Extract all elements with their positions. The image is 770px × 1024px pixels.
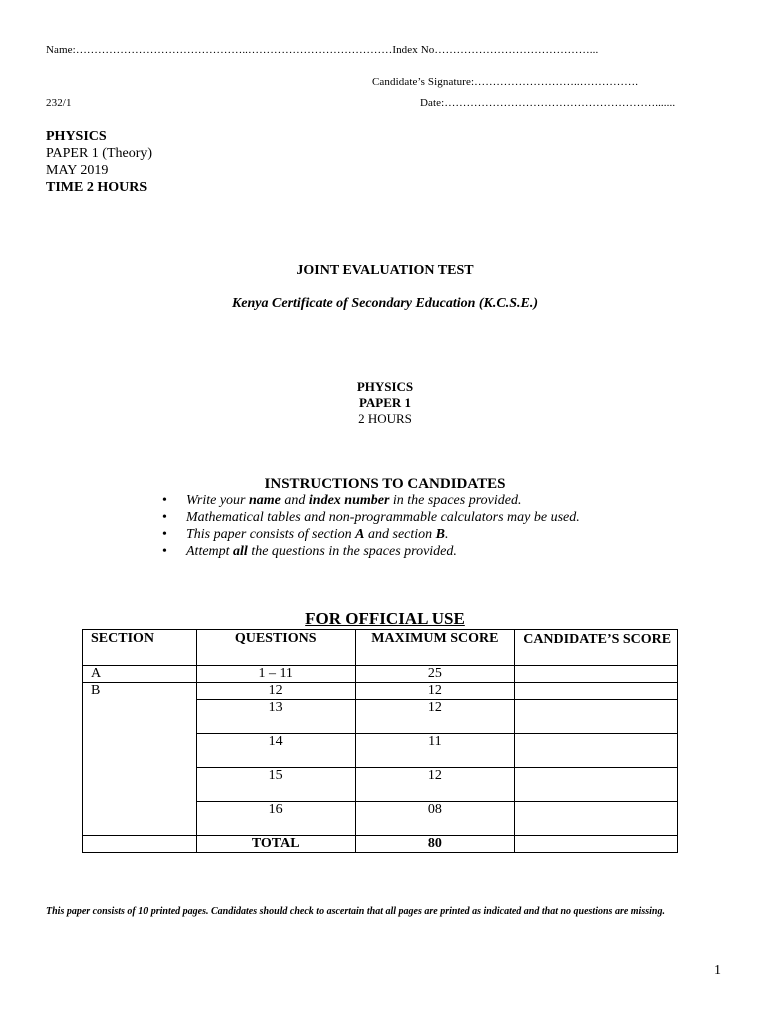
questions-cell: 16 [196, 802, 355, 836]
instruction-text: . [445, 527, 449, 542]
page-number: 1 [714, 963, 721, 978]
paper-code: 232/1 [46, 97, 72, 109]
candidate-signature-line: Candidate’s Signature:………………………..……………. [372, 76, 639, 88]
table-row [83, 666, 678, 683]
instruction-text: in the spaces provided. [389, 493, 522, 508]
instruction-text: Write your [186, 493, 249, 508]
exam-subtitle: Kenya Certificate of Secondary Education (K.C.S.E.) [231, 296, 539, 311]
candidate-score-cell[interactable] [515, 683, 678, 700]
instructions-list [160, 492, 580, 560]
subject-block [46, 128, 152, 196]
questions-cell: 14 [196, 734, 355, 768]
instruction-text: and [280, 493, 309, 508]
instruction-emphasis: B [435, 527, 446, 542]
max-score-cell: 08 [355, 802, 515, 836]
instruction-item [160, 492, 580, 509]
instructions-heading: INSTRUCTIONS TO CANDIDATES [264, 476, 506, 492]
bullet-icon: • [162, 493, 167, 508]
instruction-emphasis: index number [308, 493, 390, 508]
max-score-cell: 11 [355, 734, 515, 768]
subject-title: PHYSICS [46, 129, 107, 144]
paper-title: PAPER 1 (Theory) [46, 146, 153, 161]
center-subject-block [0, 379, 770, 427]
instruction-text: and section [364, 527, 436, 542]
center-hours: 2 HOURS [358, 411, 412, 426]
instruction-emphasis: all [233, 544, 248, 559]
column-header-candidate-score: CANDIDATE’S SCORE [515, 630, 678, 666]
center-subject: PHYSICS [356, 379, 414, 394]
name-index-line: Name:………………………………………..…………………………………Index No……………………………………... [46, 44, 599, 56]
total-label: TOTAL [196, 836, 355, 853]
bullet-icon: • [162, 544, 167, 559]
candidate-score-cell[interactable] [515, 734, 678, 768]
instruction-emphasis: name [249, 493, 281, 508]
max-score-cell: 12 [355, 700, 515, 734]
column-header-section: SECTION [83, 630, 197, 666]
max-score-cell: 12 [355, 768, 515, 802]
score-table [82, 629, 678, 853]
max-score-cell: 25 [355, 666, 515, 683]
exam-time: TIME 2 HOURS [46, 180, 148, 195]
instruction-text: Attempt [186, 544, 234, 559]
table-row [83, 683, 678, 700]
instruction-text: the questions in the spaces provided. [247, 544, 457, 559]
bullet-icon: • [162, 510, 167, 525]
column-header-questions: QUESTIONS [196, 630, 355, 666]
instruction-emphasis: A [355, 527, 365, 542]
bullet-icon: • [162, 527, 167, 542]
total-candidate-score-cell[interactable] [515, 836, 678, 853]
instruction-text: This paper consists of section [186, 527, 356, 542]
exam-title: JOINT EVALUATION TEST [296, 263, 474, 278]
footer-note: This paper consists of 10 printed pages. Candidates should check to ascertain that all pages are printed as indicated and that no questions are missing. [46, 906, 665, 917]
total-section-cell [83, 836, 197, 853]
exam-date: MAY 2019 [46, 163, 109, 178]
section-cell: B [83, 683, 197, 836]
total-value: 80 [355, 836, 515, 853]
questions-cell: 1 – 11 [196, 666, 355, 683]
candidate-score-cell[interactable] [515, 666, 678, 683]
instruction-item [160, 509, 580, 526]
center-paper: PAPER 1 [358, 395, 412, 410]
max-score-cell: 12 [355, 683, 515, 700]
instruction-text: Mathematical tables and non-programmable calculators may be used. [186, 510, 580, 525]
table-header-row [83, 630, 678, 666]
instruction-item [160, 543, 580, 560]
candidate-score-cell[interactable] [515, 802, 678, 836]
section-cell: A [83, 666, 197, 683]
questions-cell: 15 [196, 768, 355, 802]
questions-cell: 13 [196, 700, 355, 734]
official-use-heading: FOR OFFICIAL USE [305, 609, 465, 628]
total-row [83, 836, 678, 853]
column-header-max-score: MAXIMUM SCORE [355, 630, 515, 666]
instruction-item [160, 526, 580, 543]
questions-cell: 12 [196, 683, 355, 700]
candidate-score-cell[interactable] [515, 700, 678, 734]
candidate-score-cell[interactable] [515, 768, 678, 802]
date-line: Date:…………………………………………………....... [420, 97, 676, 109]
